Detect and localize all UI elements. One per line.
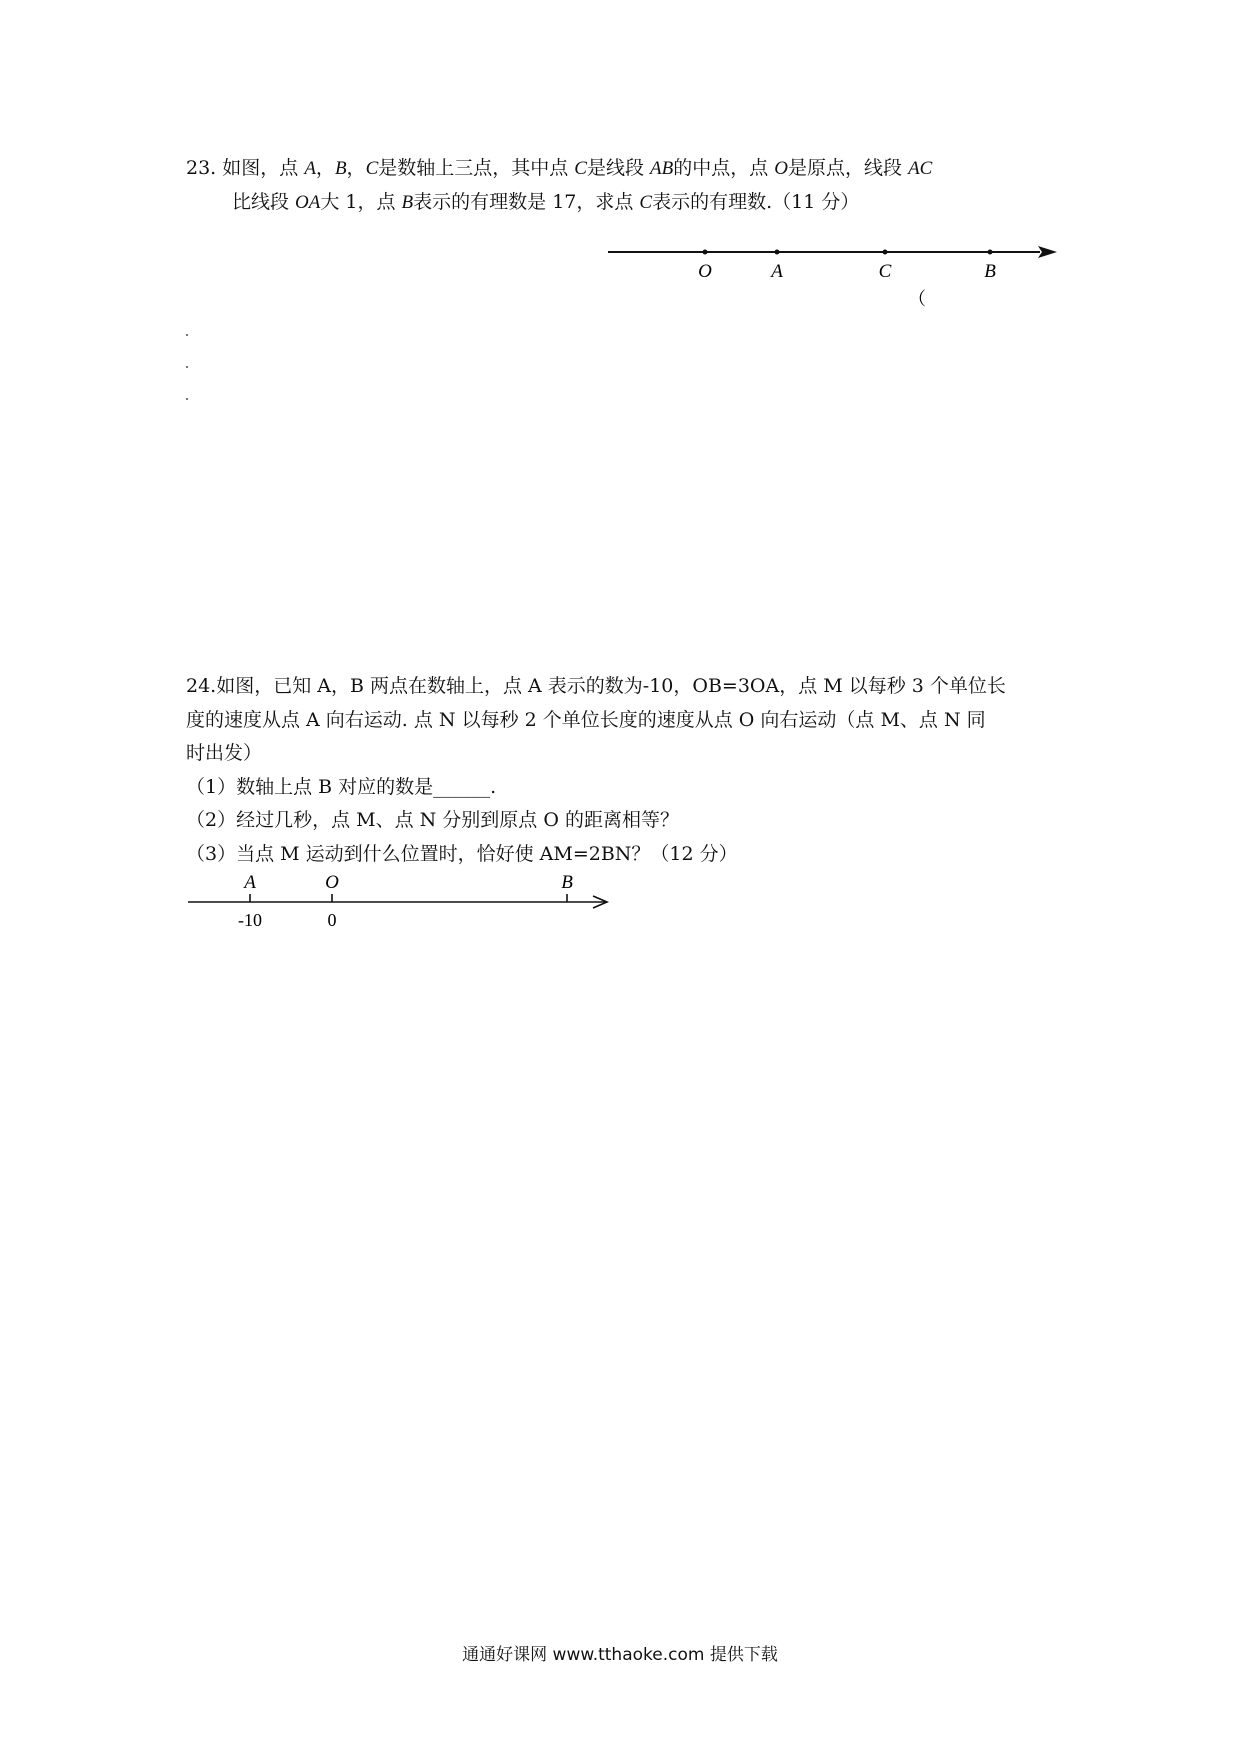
q24-part-3: （3）当点 M 运动到什么位置时，恰好使 AM=2BN？（12 分） xyxy=(186,843,738,865)
q24-label-a: A xyxy=(244,872,256,893)
q24-line-2: 度的速度从点 A 向右运动. 点 N 以每秒 2 个单位长度的速度从点 O 向右运动（点 M、点 N 同 xyxy=(186,709,986,731)
page-footer: 通通好课网 www.tthaoke.com 提供下载 xyxy=(462,1645,778,1665)
q23-label-b: B xyxy=(984,261,996,282)
q24-part-2: （2）经过几秒，点 M、点 N 分别到原点 O 的距离相等？ xyxy=(186,809,679,831)
q23-label-c: C xyxy=(878,261,892,282)
q24-value-a: -10 xyxy=(238,910,262,930)
q24-label-b: B xyxy=(561,872,573,893)
q23-point-c xyxy=(883,250,888,255)
q23-number-line xyxy=(600,235,1060,315)
q23-point-b xyxy=(988,250,993,255)
q24-line-1: 24.如图，已知 A，B 两点在数轴上，点 A 表示的数为-10，OB=3OA，点 M 以每秒 3 个单位长 xyxy=(186,675,1006,697)
q24-number-line xyxy=(180,866,620,936)
scan-dot xyxy=(186,334,188,336)
q23-label-a: A xyxy=(771,261,783,282)
q23-axis-arrow xyxy=(1038,246,1057,258)
q23-point-o xyxy=(703,250,708,255)
q24-part-1: （1）数轴上点 B 对应的数是______. xyxy=(186,776,497,798)
q24-label-o: O xyxy=(325,872,339,893)
q23-stray-mark: （ xyxy=(908,289,926,309)
q24-line-3: 时出发） xyxy=(186,742,263,764)
q23-label-o: O xyxy=(698,261,712,282)
q23-line-1: 23. 如图，点 A，B，C是数轴上三点，其中点 C是线段 AB的中点，点 O是原点，线段 AC xyxy=(186,157,933,179)
scan-dot xyxy=(186,366,188,368)
q23-line-2: 比线段 OA大 1，点 B表示的有理数是 17，求点 C表示的有理数.（11 分） xyxy=(232,191,860,213)
scan-dot xyxy=(186,398,188,400)
q24-value-o: 0 xyxy=(327,910,337,930)
q23-point-a xyxy=(775,250,780,255)
q23-number: 23. xyxy=(186,157,217,179)
